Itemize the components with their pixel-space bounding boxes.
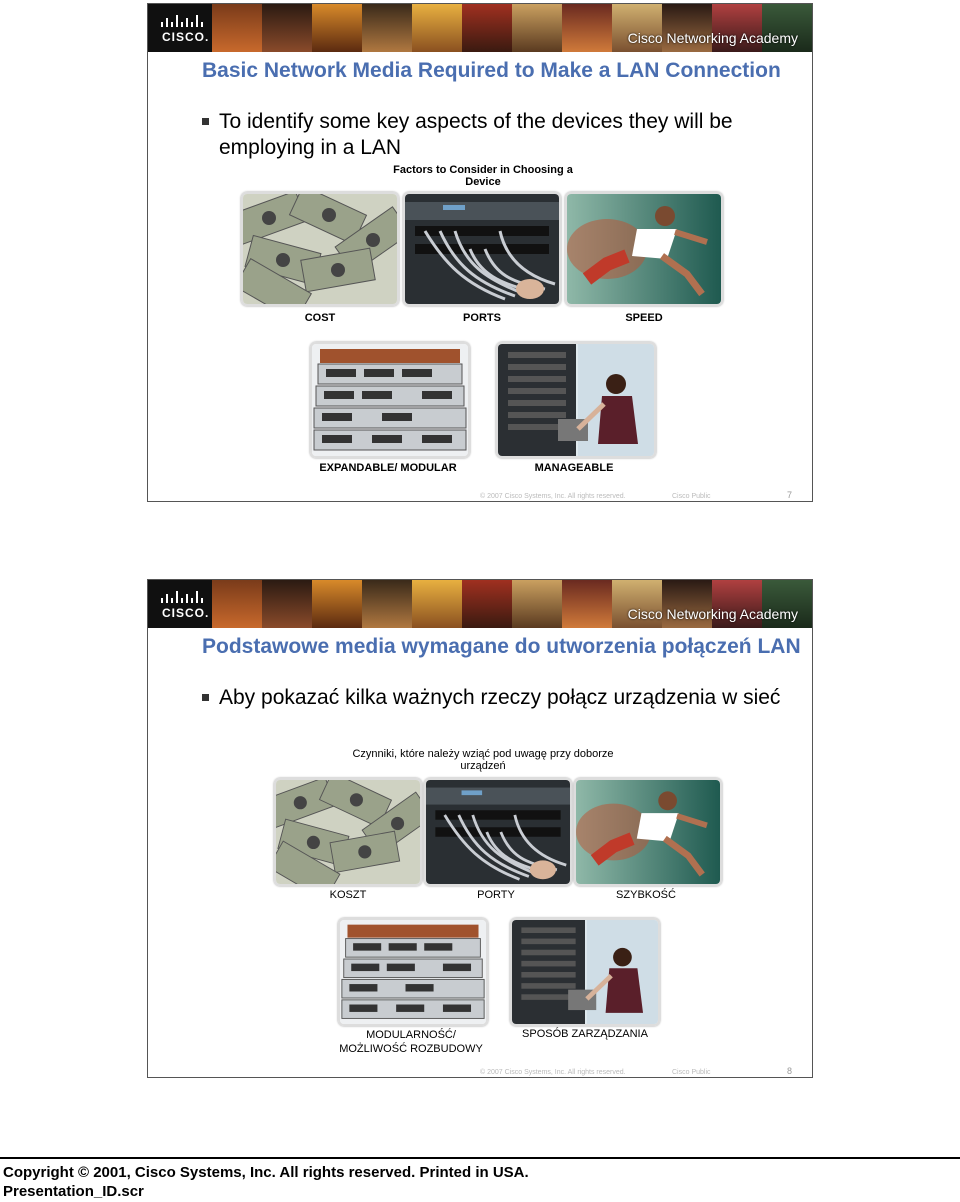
cisco-logo xyxy=(148,580,212,628)
page-copyright: Copyright © 2001, Cisco Systems, Inc. All rights reserved. Printed in USA. xyxy=(3,1164,529,1181)
cisco-bars-icon xyxy=(160,15,204,29)
label-speed: SPEED xyxy=(625,312,663,324)
speed-image xyxy=(574,778,722,886)
label-speed: SZYBKOŚĆ xyxy=(616,889,676,901)
slide-banner xyxy=(148,580,812,628)
bullet-marker xyxy=(202,694,209,701)
page-number: 8 xyxy=(786,1066,792,1076)
footer-copyright: © 2007 Cisco Systems, Inc. All rights reserved. xyxy=(480,493,626,500)
money-image xyxy=(274,778,422,886)
slide-title: Basic Network Media Required to Make a LAN Connection xyxy=(202,59,781,82)
speed-image xyxy=(565,192,723,306)
presentation-id: Presentation_ID.scr xyxy=(3,1183,144,1200)
cisco-logo xyxy=(148,4,212,52)
label-cost: KOSZT xyxy=(329,889,367,901)
footer-classification: Cisco Public xyxy=(672,493,711,500)
label-cost: COST xyxy=(304,312,336,324)
slide-7 xyxy=(147,3,813,502)
label-expandable-modular: MODULARNOŚĆ/ MOŻLIWOŚĆ ROZBUDOWY xyxy=(339,1029,483,1055)
cisco-wordmark: CISCO. xyxy=(162,30,210,44)
bullet-item xyxy=(202,685,802,711)
manageable-image xyxy=(496,342,656,458)
footer-copyright: © 2007 Cisco Systems, Inc. All rights reserved. xyxy=(480,1069,626,1076)
slide-title: Podstawowe media wymagane do utworzenia połączeń LAN xyxy=(202,635,801,658)
page-divider xyxy=(0,1157,960,1159)
modular-router-image xyxy=(310,342,470,458)
bullet-text: Aby pokazać kilka ważnych rzeczy połącz urządzenia w sieć xyxy=(219,686,781,709)
slide-8 xyxy=(147,579,813,1078)
ports-image xyxy=(403,192,561,306)
footer-classification: Cisco Public xyxy=(672,1069,711,1076)
figure-caption: Factors to Consider in Choosing a Device xyxy=(393,164,573,188)
label-manageable: MANAGEABLE xyxy=(534,462,614,474)
cisco-wordmark: CISCO. xyxy=(162,606,210,620)
label-manageable: SPOSÓB ZARZĄDZANIA xyxy=(522,1028,648,1040)
slide-banner xyxy=(148,4,812,52)
modular-router-image xyxy=(338,918,488,1026)
label-ports: PORTS xyxy=(463,312,501,324)
academy-title: Cisco Networking Academy xyxy=(627,606,798,622)
ports-image xyxy=(424,778,572,886)
label-ports: PORTY xyxy=(477,889,515,901)
bullet-text: To identify some key aspects of the devices they will be employing in a LAN xyxy=(219,110,733,159)
cisco-bars-icon xyxy=(160,591,204,605)
bullet-item xyxy=(202,109,802,161)
page-number: 7 xyxy=(786,490,792,500)
figure-caption: Czynniki, które należy wziąć pod uwagę przy doborze urządzeń xyxy=(352,748,614,772)
bullet-marker xyxy=(202,118,209,125)
label-expandable-modular: EXPANDABLE/ MODULAR xyxy=(319,462,457,474)
academy-title: Cisco Networking Academy xyxy=(627,30,798,46)
money-image xyxy=(241,192,399,306)
manageable-image xyxy=(510,918,660,1026)
